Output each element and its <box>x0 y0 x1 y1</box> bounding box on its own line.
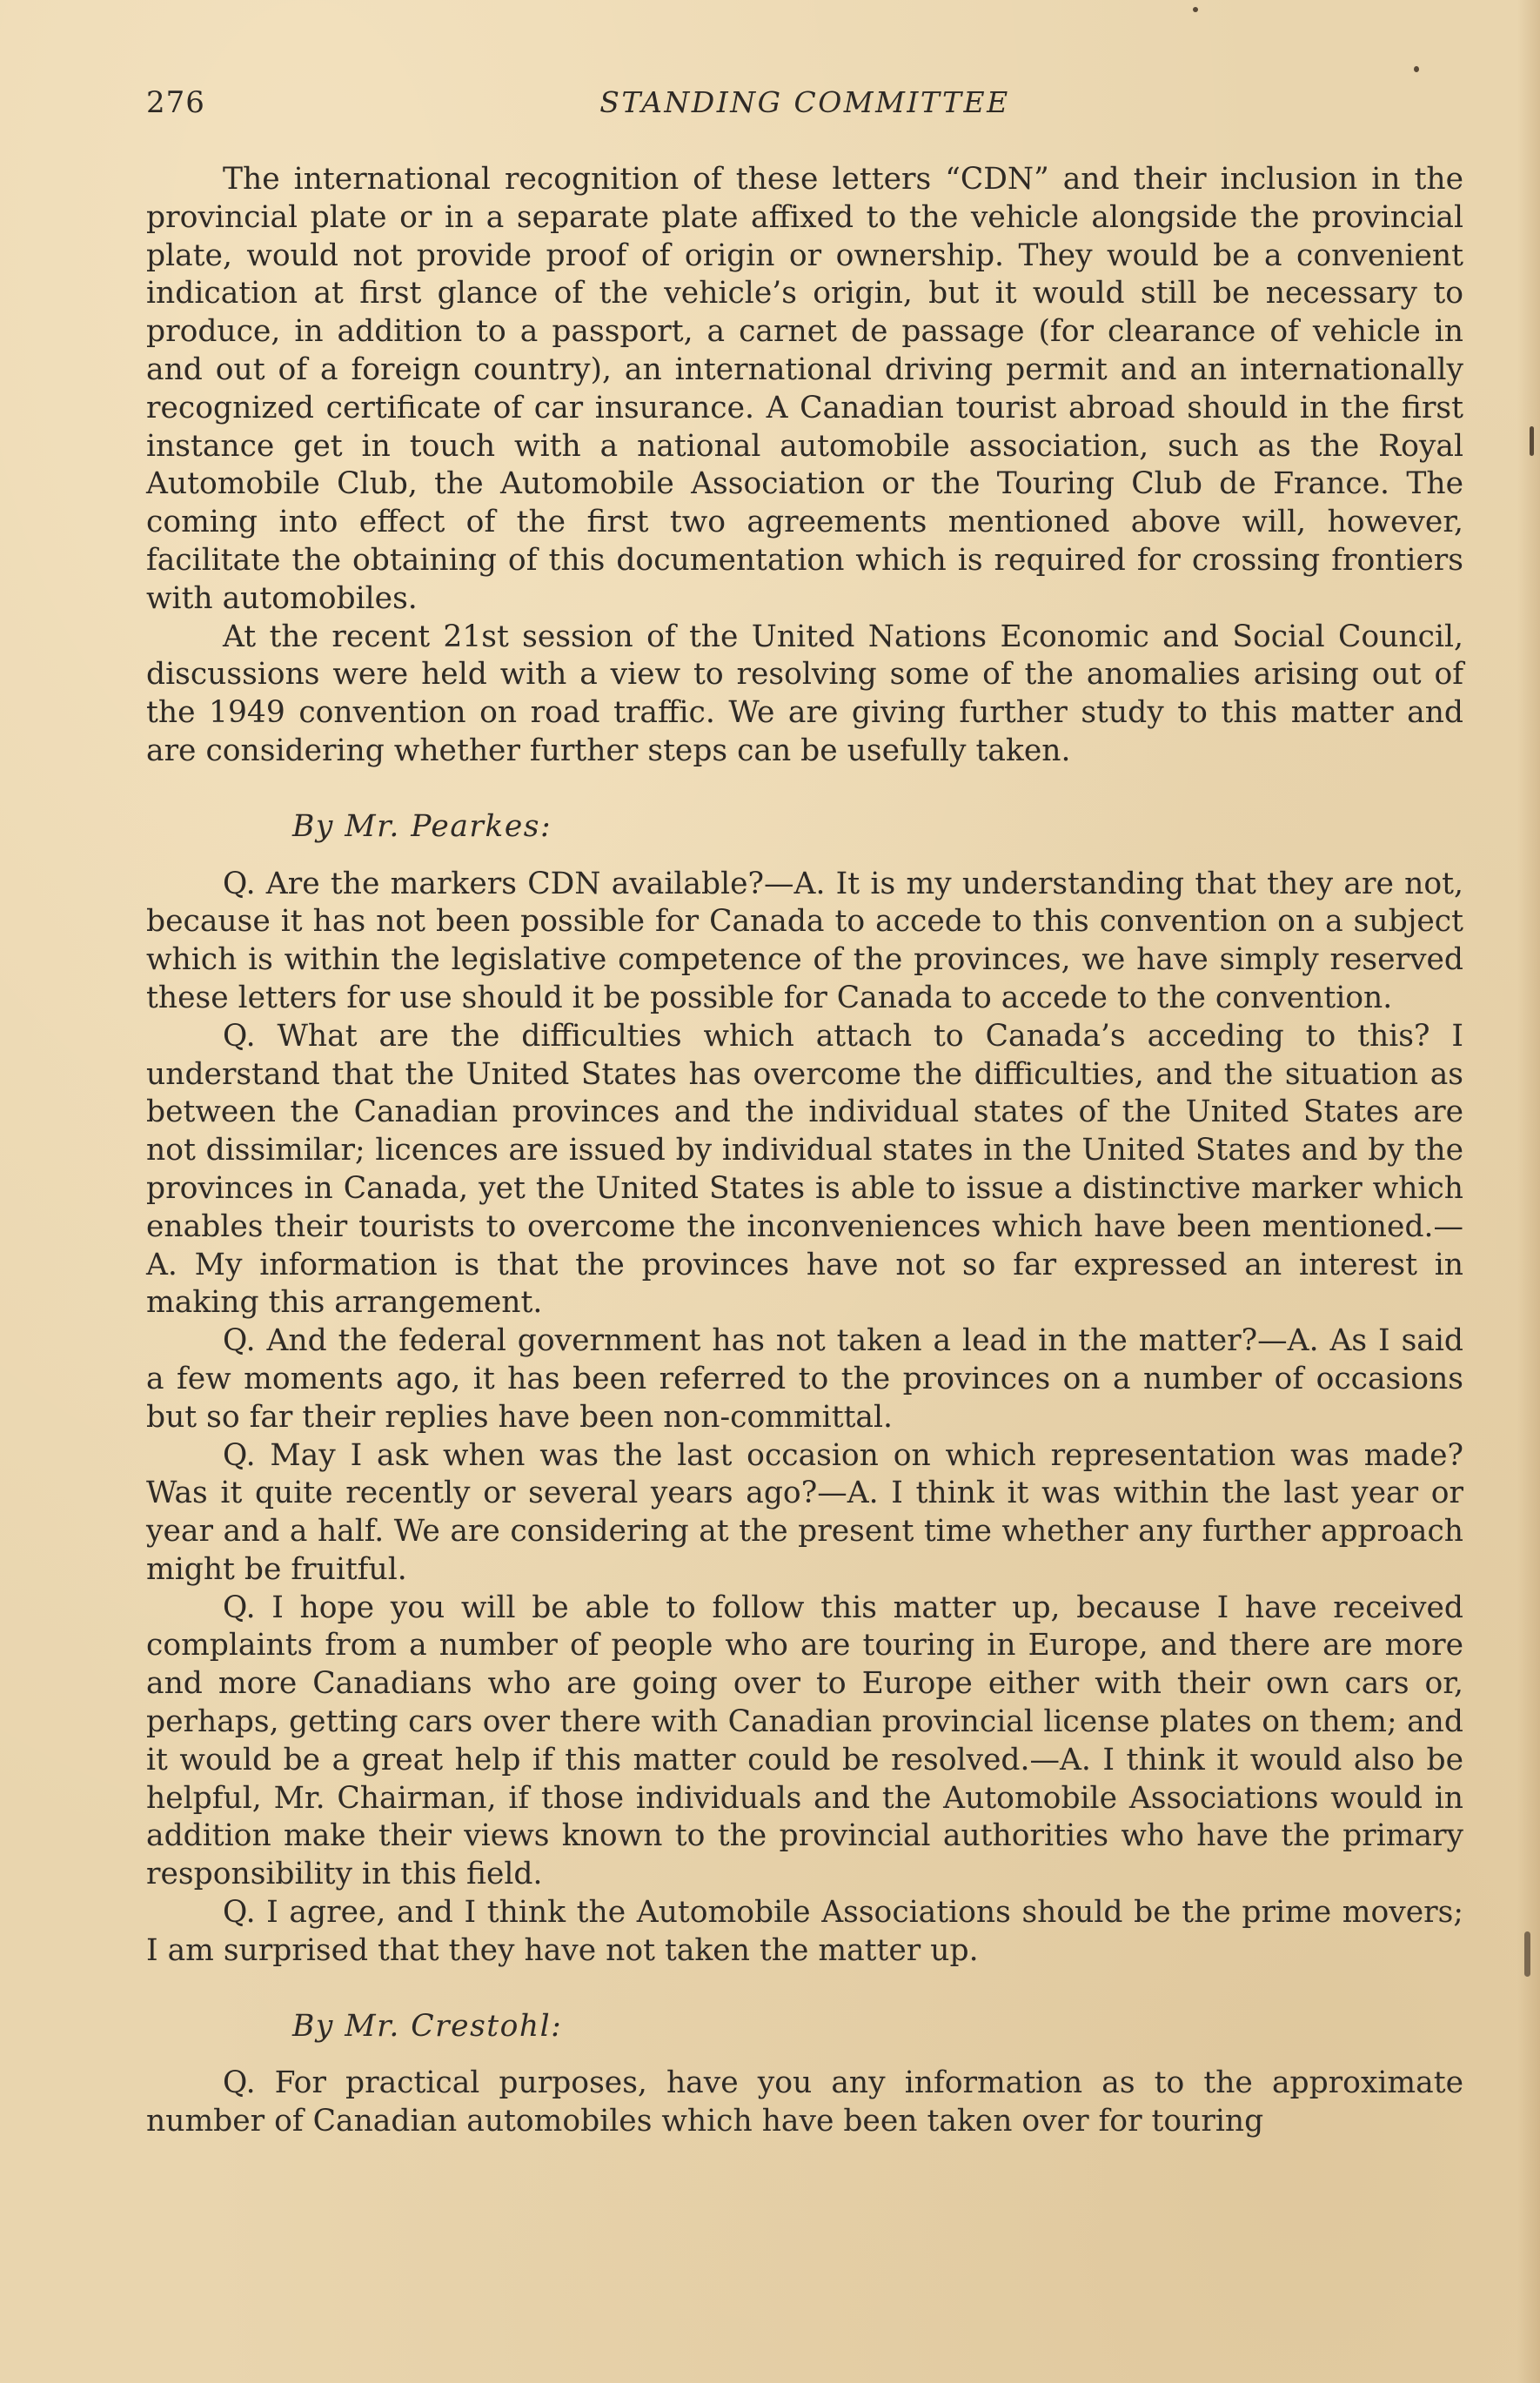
ink-speck <box>1530 426 1534 456</box>
qa-paragraph: Q. For practical purposes, have you any information as to the approximate number of Canadian automobiles which have been taken over for touring <box>146 2065 1463 2139</box>
ink-speck <box>1524 1931 1530 1977</box>
page-number: 276 <box>146 85 205 120</box>
ink-speck <box>1193 7 1198 12</box>
speaker-heading: By Mr. Pearkes: <box>292 808 552 844</box>
page-edge-shadow <box>1517 0 1540 2383</box>
page-body <box>146 161 1463 2141</box>
qa-paragraph: Q. And the federal government has not taken a lead in the matter?—A. As I said a few moments ago, it has been referred to the provinces on a number of occasions but so far their replies have been non-committal. <box>146 1323 1463 1435</box>
running-head: STANDING COMMITTEE <box>599 85 1010 119</box>
speaker-heading: By Mr. Crestohl: <box>292 2008 563 2044</box>
body-paragraph: The international recognition of these letters “CDN” and their inclusion in the provincial plate or in a separate plate affixed to the vehicle alongside the provincial plate, would not provide proof of origin or ownership. They would be a convenient indication at first glance of the vehicle’s origin, but it would still be necessary to produce, in addition to a passport, a carnet de passage (for clearance of vehicle in and out of a foreign country), an international driving permit and an internationally recognized certificate of car insurance. A Canadian tourist abroad should in the first instance get in touch with a national automobile association, such as the Royal Automobile Club, the Automobile Association or the Touring Club de France. The coming into effect of the first two agreements mentioned above will, however, facilitate the obtaining of this documentation which is required for crossing frontiers with automobiles. <box>146 162 1463 616</box>
ink-speck <box>1414 66 1419 72</box>
qa-paragraph: Q. What are the difficulties which attach to Canada’s acceding to this? I understand that the United States has overcome the difficulties, and the situation as between the Canadian provinces and the individual states of the United States are not dissimilar; licences are issued by individual states in the United States and by the provinces in Canada, yet the United States is able to issue a distinctive marker which enables their tourists to overcome the inconveniences which have been mentioned.—A. My information is that the provinces have not so far expressed an interest in making this arrangement. <box>146 1018 1463 1321</box>
qa-paragraph: Q. Are the markers CDN available?—A. It is my understanding that they are not, because it has not been possible for Canada to accede to this convention on a subject which is within the legislative competence of the provinces, we have simply reserved these letters for use should it be possible for Canada to accede to the convention. <box>146 866 1463 1015</box>
qa-paragraph: Q. I hope you will be able to follow this matter up, because I have received complaints from a number of people who are touring in Europe, and there are more and more Canadians who are going over to Europe either with their own cars or, perhaps, getting cars over there with Canadian provincial license plates on them; and it would be a great help if this matter could be resolved.—A. I think it would also be helpful, Mr. Chairman, if those individuals and the Automobile Associations would in addition make their views known to the provincial authorities who have the primary responsibility in this field. <box>146 1590 1463 1892</box>
page-header <box>146 85 1463 131</box>
body-paragraph: At the recent 21st session of the United Nations Economic and Social Council, discussions were held with a view to resolving some of the anomalies arising out of the 1949 convention on road traffic. We are giving further study to this matter and are considering whether further steps can be usefully taken. <box>146 619 1463 768</box>
qa-paragraph: Q. I agree, and I think the Automobile Associations should be the prime movers; I am surprised that they have not taken the matter up. <box>146 1895 1463 1968</box>
qa-paragraph: Q. May I ask when was the last occasion on which representation was made? Was it quite recently or several years ago?—A. I think it was within the last year or year and a half. We are considering at the present time whether any further approach might be fruitful. <box>146 1437 1463 1587</box>
